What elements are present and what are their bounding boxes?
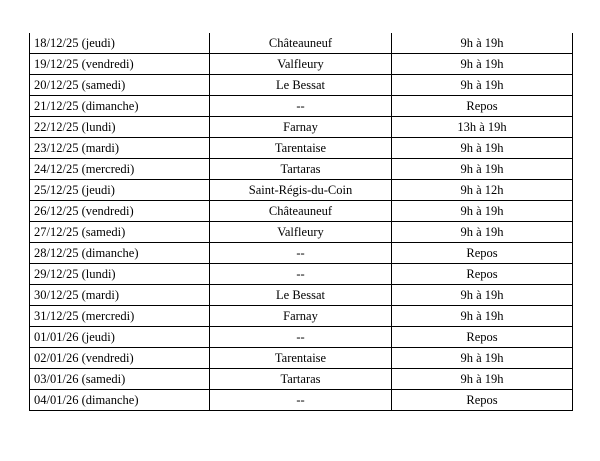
hours-cell: 9h à 19h: [392, 138, 573, 159]
hours-cell: 9h à 19h: [392, 54, 573, 75]
schedule-table: [29, 33, 573, 411]
hours-cell: 9h à 19h: [392, 306, 573, 327]
hours-cell: Repos: [392, 243, 573, 264]
hours-cell: 9h à 19h: [392, 75, 573, 96]
date-cell: 01/01/26 (jeudi): [30, 327, 210, 348]
hours-cell: 9h à 19h: [392, 222, 573, 243]
table-row: [30, 222, 573, 243]
date-cell: 26/12/25 (vendredi): [30, 201, 210, 222]
place-cell: --: [210, 264, 392, 285]
table-row: [30, 348, 573, 369]
place-cell: Farnay: [210, 306, 392, 327]
table-row: [30, 285, 573, 306]
place-cell: --: [210, 327, 392, 348]
date-cell: 30/12/25 (mardi): [30, 285, 210, 306]
table-row: [30, 75, 573, 96]
place-cell: Farnay: [210, 117, 392, 138]
date-cell: 03/01/26 (samedi): [30, 369, 210, 390]
hours-cell: Repos: [392, 264, 573, 285]
place-cell: Saint-Régis-du-Coin: [210, 180, 392, 201]
hours-cell: 9h à 19h: [392, 159, 573, 180]
date-cell: 22/12/25 (lundi): [30, 117, 210, 138]
table-row: [30, 243, 573, 264]
table-row: [30, 264, 573, 285]
table-row: [30, 180, 573, 201]
hours-cell: 9h à 19h: [392, 348, 573, 369]
table-row: [30, 306, 573, 327]
place-cell: Tarentaise: [210, 138, 392, 159]
table-row: [30, 54, 573, 75]
table-row: [30, 117, 573, 138]
hours-cell: 9h à 19h: [392, 369, 573, 390]
hours-cell: Repos: [392, 96, 573, 117]
hours-cell: 9h à 19h: [392, 285, 573, 306]
date-cell: 31/12/25 (mercredi): [30, 306, 210, 327]
table-row: [30, 201, 573, 222]
table-row: [30, 390, 573, 411]
hours-cell: 9h à 12h: [392, 180, 573, 201]
place-cell: Valfleury: [210, 222, 392, 243]
schedule-table-body: [30, 33, 573, 411]
place-cell: Tartaras: [210, 159, 392, 180]
hours-cell: Repos: [392, 390, 573, 411]
table-row: [30, 369, 573, 390]
table-row: [30, 96, 573, 117]
hours-cell: 9h à 19h: [392, 33, 573, 54]
date-cell: 24/12/25 (mercredi): [30, 159, 210, 180]
table-row: [30, 327, 573, 348]
place-cell: Le Bessat: [210, 285, 392, 306]
date-cell: 28/12/25 (dimanche): [30, 243, 210, 264]
place-cell: Le Bessat: [210, 75, 392, 96]
date-cell: 29/12/25 (lundi): [30, 264, 210, 285]
table-row: [30, 33, 573, 54]
date-cell: 21/12/25 (dimanche): [30, 96, 210, 117]
date-cell: 23/12/25 (mardi): [30, 138, 210, 159]
table-row: [30, 138, 573, 159]
hours-cell: Repos: [392, 327, 573, 348]
table-row: [30, 159, 573, 180]
date-cell: 04/01/26 (dimanche): [30, 390, 210, 411]
hours-cell: 13h à 19h: [392, 117, 573, 138]
place-cell: Châteauneuf: [210, 201, 392, 222]
place-cell: Tartaras: [210, 369, 392, 390]
hours-cell: 9h à 19h: [392, 201, 573, 222]
place-cell: Châteauneuf: [210, 33, 392, 54]
date-cell: 20/12/25 (samedi): [30, 75, 210, 96]
place-cell: --: [210, 243, 392, 264]
place-cell: Tarentaise: [210, 348, 392, 369]
place-cell: Valfleury: [210, 54, 392, 75]
date-cell: 25/12/25 (jeudi): [30, 180, 210, 201]
date-cell: 19/12/25 (vendredi): [30, 54, 210, 75]
date-cell: 18/12/25 (jeudi): [30, 33, 210, 54]
date-cell: 02/01/26 (vendredi): [30, 348, 210, 369]
place-cell: --: [210, 390, 392, 411]
place-cell: --: [210, 96, 392, 117]
date-cell: 27/12/25 (samedi): [30, 222, 210, 243]
